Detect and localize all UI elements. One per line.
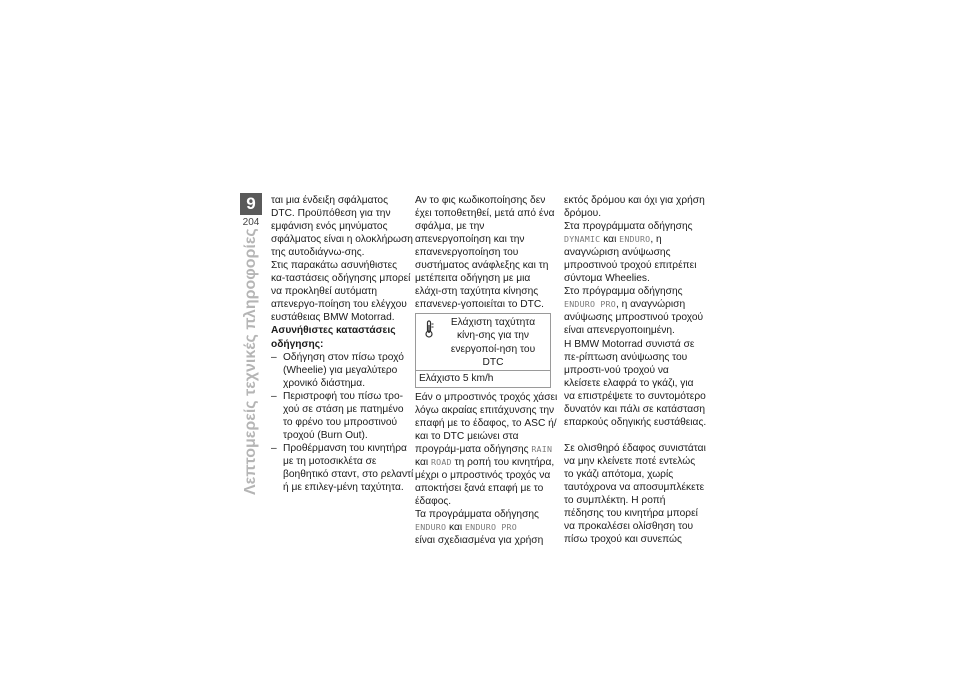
spec-note-label: Ελάχιστη ταχύτητα κίνη-σης για την ενεργοποί-ηση του DTC [450,317,536,368]
page-number: 204 [242,217,260,228]
paragraph [415,508,558,547]
paragraph: ται μια ένδειξη σφάλματος DTC. Προϋπόθεση για την εμφάνιση ενός μηνύματος σφάλματος είναι η ολοκλήρωση της αυτοδιάγνω-σης. [271,195,413,259]
chapter-sidebar [240,193,262,493]
paragraph-gap [564,429,707,442]
spec-note-box [415,313,551,387]
text-run: , η αναγνώριση ανύψωσης μπροστινού τροχού επιτρέπει σύντομα Wheelies. [564,234,697,285]
paragraph [564,285,707,337]
mode-road: ROAD [430,456,452,467]
bullet-list [271,351,414,495]
paragraph: Στις παρακάτω ασυνήθιστες κα-ταστάσεις οδήγησης μπορεί να προκληθεί αυτόματη απενεργο-ποίηση του ελέγχου ευστάθειας BMW Motorrad. [271,260,411,324]
paragraph [415,391,558,508]
text-run: τη ροπή του κινητήρα, μέχρι ο μπροστινός τροχός να αποκτήσει ξανά επαφή με το έδαφος. [415,456,555,508]
paragraph: Η BMW Motorrad συνιστά σε πε-ρίπτωση ανύψωσης του μπροστι-νού τροχού να κλείσετε ελαφρά το γκάζι, για να επιστρέψετε το συντομότερο δυνατόν και πάλι σε κατάσταση επαρκούς οδηγικής ευστάθειας. [564,338,707,428]
text-column-1 [271,194,414,494]
text-run: Στο πρόγραμμα οδήγησης [564,286,683,298]
mode-enduro-pro: ENDURO PRO [564,299,616,310]
spec-note-value: Ελάχιστο 5 km/h [419,372,494,384]
paragraph: Αν το φις κωδικοποίησης δεν έχει τοποθετηθεί, μετά από ένα σφάλμα, με την απενεργοποίηση και την επανενεργοποίηση του συστήματος ανάφλεξης και τη μετέπειτα οδήγηση με μια ελάχι-στη ταχύτητα κίνησης επανενερ-γοποιείται το DTC. [415,195,555,311]
paragraph: Σε ολισθηρό έδαφος συνιστάται να μην κλείνετε ποτέ εντελώς το γκάζι απότομα, χωρίς ταυτόχρονα να αποσυμπλέκετε το συμπλέκτη. Η ροπή πέδησης του κινητήρα μπορεί να προκαλέσει ολίσθηση του πίσω τροχού και συνεπώς [564,442,706,546]
list-item: – Προθέρμανση του κινητήρα με τη μοτοσικλέτα σε βοηθητικό σταντ, στο ρελαντί ή με επιλεγ-μένη ταχύτητα. [271,442,414,494]
text-column-3 [564,194,707,546]
paragraph: εκτός δρόμου και όχι για χρήση δρόμου. [564,195,705,220]
mode-dynamic: DYNAMIC [564,234,601,245]
mode-enduro-pro: ENDURO PRO [464,522,517,533]
list-item: – Οδήγηση στον πίσω τροχό (Wheelie) για μεγαλύτερο χρονικό διάστημα. [271,351,414,390]
text-run: , η αναγνώριση ανύψωσης μπροστινού τροχού είναι απενεργοποιημένη. [564,299,704,337]
section-heading: Ασυνήθιστες καταστάσεις οδήγησης: [271,325,396,350]
text-run: είναι σχεδιασμένα για χρήση [415,535,544,547]
mode-enduro: ENDURO [619,234,651,245]
chapter-title: Λεπτομερείς τεχνικές πληροφορίες [242,228,259,495]
text-run: Τα προγράμματα οδήγησης [415,509,539,521]
list-item: – Περιστροφή του πίσω τρο-χού σε στάση με πατημένο το φρένο του μπροστινού τροχού (Burn Out). [271,390,414,442]
paragraph [564,220,707,285]
text-run: και [600,234,620,246]
mode-enduro: ENDURO [415,522,447,533]
text-run: Εάν ο μπροστινός τροχός χάσει λόγω ακραίας επιτάχυνσης την επαφή με το έδαφος, το ASC ή/και το DTC μειώνει στα προγράμ-ματα οδήγησης [415,391,558,455]
text-run: και [415,456,431,468]
text-run: και [446,522,465,534]
speedometer-icon [419,316,439,368]
mode-rain: RAIN [531,443,553,454]
text-run: Στα προγράμματα οδήγησης [564,221,693,233]
chapter-number-badge: 9 [240,193,262,215]
text-column-2 [415,194,558,547]
